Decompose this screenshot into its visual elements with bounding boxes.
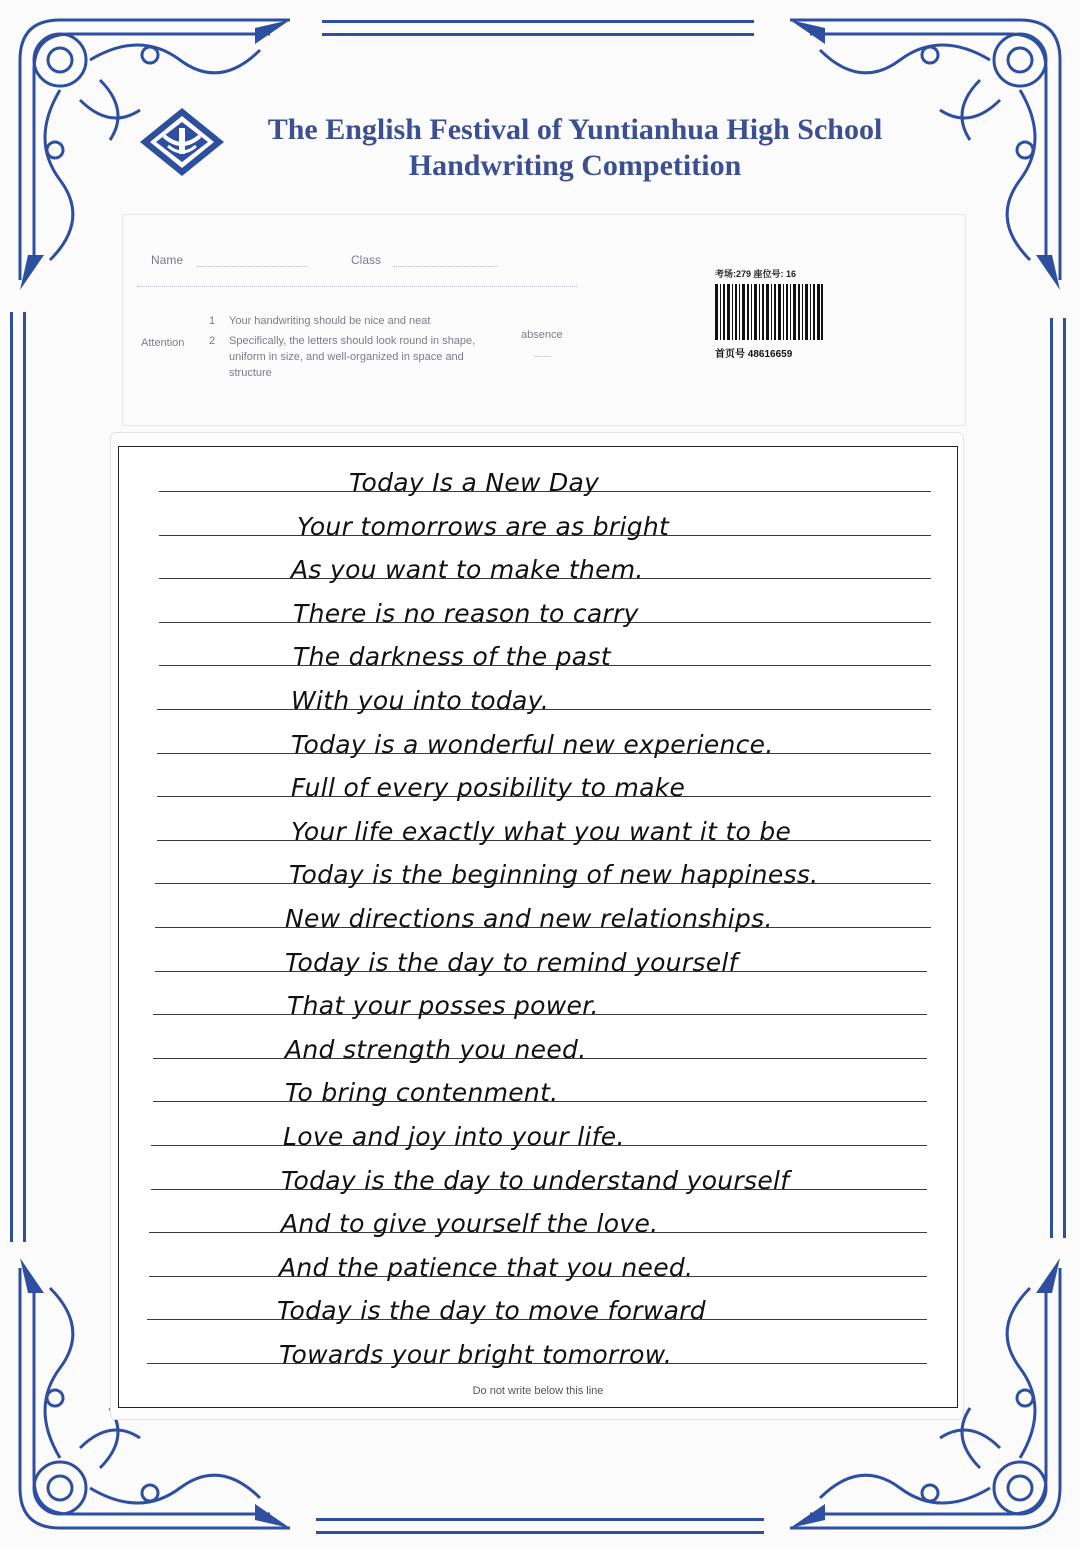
ruled-line <box>157 681 931 715</box>
attention-num-1: 1 <box>209 315 216 327</box>
barcode-sticker <box>715 267 835 367</box>
handwritten-line: Today is the day to remind yourself <box>285 947 738 977</box>
handwritten-line: Your life exactly what you want it to be <box>291 816 792 846</box>
handwritten-line: And the patience that you need. <box>279 1252 694 1282</box>
title-line-1: The English Festival of Yuntianhua High School <box>267 113 883 146</box>
footer-note: Do not write below this line <box>472 1385 604 1397</box>
poem-title: Today Is a New Day <box>349 468 600 497</box>
ruled-line <box>153 1030 927 1064</box>
handwritten-line: Today is the day to move forward <box>277 1296 706 1326</box>
attention-item-2: Specifically, the letters should look round in shape, uniform in size, and well-organized in space and structure <box>229 335 476 379</box>
ruled-line <box>147 1291 927 1326</box>
ruled-line <box>153 1073 927 1108</box>
name-field[interactable] <box>197 265 307 267</box>
attention-item-1: Your handwriting should be nice and neat <box>229 315 431 327</box>
frame-rule-left <box>10 312 26 1242</box>
frame-rule-bottom <box>316 1518 764 1534</box>
ruled-line <box>151 1161 927 1195</box>
ruled-line <box>159 463 931 497</box>
title-line-2: Handwriting Competition <box>408 149 742 182</box>
absence-label: absence <box>521 329 563 341</box>
ruled-line <box>149 1248 927 1282</box>
candidate-info-panel <box>122 214 966 426</box>
ruled-line <box>157 812 931 846</box>
handwritten-line: With you into today. <box>291 686 550 715</box>
barcode-prefix: 首页号 <box>715 349 745 360</box>
ruled-line <box>147 1335 927 1369</box>
page-title <box>230 112 920 184</box>
handwritten-line: And strength you need. <box>285 1034 587 1064</box>
ruled-line <box>157 725 931 759</box>
school-logo <box>138 106 226 178</box>
barcode-icon <box>715 284 823 340</box>
handwritten-line: There is no reason to carry <box>293 598 639 628</box>
handwritten-line: And to give yourself the love. <box>281 1209 659 1239</box>
ruled-line <box>157 768 931 803</box>
handwritten-line: Today is the beginning of new happiness. <box>289 860 819 890</box>
writing-sheet <box>118 446 958 1408</box>
ruled-line <box>155 855 931 890</box>
handwritten-line: Your tomorrows are as bright <box>297 511 670 541</box>
barcode-caption <box>715 345 835 360</box>
ruled-line <box>159 637 931 672</box>
ruled-line <box>153 986 927 1021</box>
class-label: Class <box>351 253 382 267</box>
frame-rule-right <box>1050 318 1066 1238</box>
attention-num-2: 2 <box>209 335 216 347</box>
handwritten-line: Love and joy into your life. <box>283 1122 625 1151</box>
handwritten-line: Today is the day to understand yourself <box>281 1165 790 1195</box>
handwritten-line: Towards your bright tomorrow. <box>279 1340 673 1369</box>
ruled-line <box>151 1117 927 1151</box>
handwritten-line: Full of every posibility to make <box>291 773 686 803</box>
handwritten-line: Today is a wonderful new experience. <box>291 729 774 759</box>
handwritten-line: To bring contenment. <box>285 1078 559 1108</box>
barcode-number: 48616659 <box>747 349 793 360</box>
attention-label: Attention <box>141 337 185 349</box>
ruled-line <box>159 594 931 628</box>
handwritten-line: As you want to make them. <box>291 555 644 585</box>
class-field[interactable] <box>393 265 497 267</box>
name-label: Name <box>151 253 184 267</box>
ruled-line <box>149 1204 927 1239</box>
exam-seat-info: 考场:279 座位号: 16 <box>715 269 797 279</box>
divider <box>137 285 577 287</box>
ruled-line <box>155 943 927 977</box>
handwritten-line: That your posses power. <box>287 991 599 1021</box>
handwritten-line: New directions and new relationships. <box>285 904 773 933</box>
frame-rule-top <box>322 20 754 36</box>
absence-box[interactable] <box>535 355 551 357</box>
ruled-line <box>159 507 931 541</box>
ruled-line <box>159 550 931 585</box>
handwritten-line: The darkness of the past <box>293 642 611 672</box>
ruled-line <box>155 899 931 933</box>
